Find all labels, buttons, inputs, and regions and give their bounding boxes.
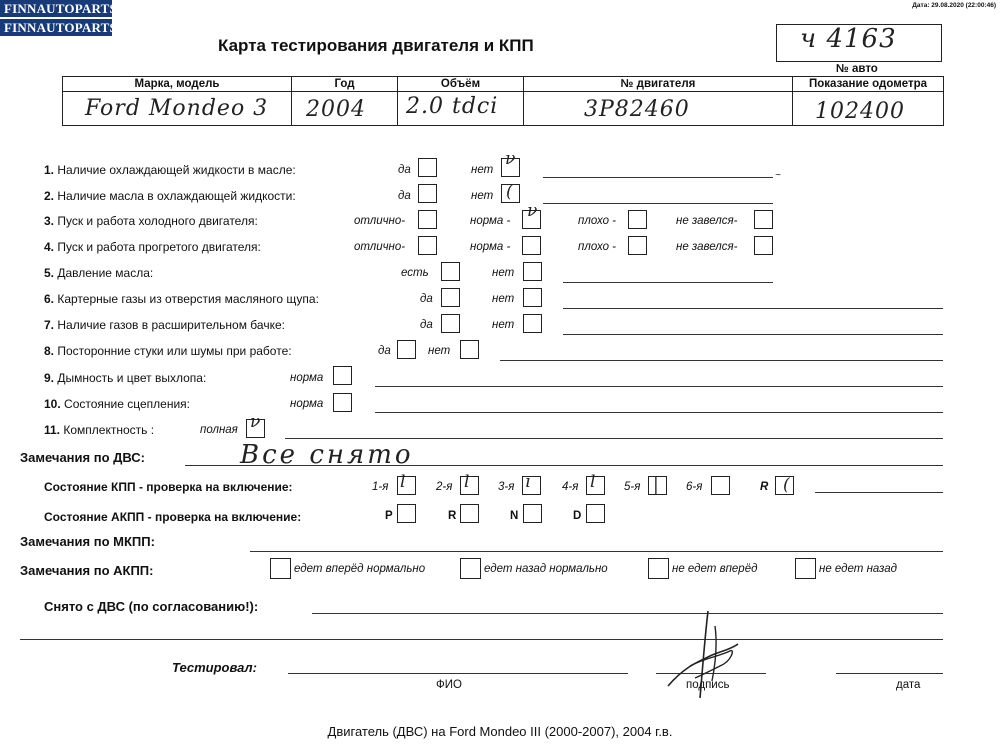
akpp-option-label: не едет вперёд: [672, 563, 758, 575]
notes-line: [543, 203, 773, 204]
handwritten-check-mark: l: [400, 472, 406, 492]
option-label: нет: [492, 319, 515, 331]
removed-line: [312, 613, 943, 614]
header-label-engine-number: № двигателя: [524, 77, 793, 92]
option-label: норма: [290, 398, 324, 410]
gear-label: 2-я: [436, 481, 453, 493]
question-number: 5.: [44, 266, 55, 280]
question-text: Наличие газов в расширительном бачке:: [57, 318, 285, 332]
print-date: Дата: 29.08.2020 (22:00:46): [912, 2, 996, 9]
checkbox-akpp-forward-ok[interactable]: [270, 558, 291, 579]
option-label: отлично-: [354, 241, 406, 253]
question-7: [44, 318, 285, 332]
gear-label: 1-я: [372, 481, 389, 493]
checkbox-gear-2[interactable]: [460, 472, 479, 495]
checkbox-q5-yes[interactable]: [441, 262, 460, 281]
akpp-option-label: едет вперёд нормально: [294, 563, 426, 575]
removed-label: Снято с ДВС (по согласованию!):: [44, 599, 259, 614]
checkbox-q1-yes[interactable]: [418, 158, 437, 177]
handwritten-check-mark: ν: [505, 149, 516, 169]
watermark-logo: FINNAUTOPARTS: [0, 0, 112, 17]
checkbox-akpp-d[interactable]: [586, 504, 605, 523]
handwritten-check-mark: (: [783, 475, 790, 495]
question-11: [44, 423, 154, 437]
akpp-position-label: D: [573, 510, 582, 522]
checkbox-q4-no-start[interactable]: [754, 236, 773, 255]
option-label: нет: [492, 293, 515, 305]
handwritten-engine-number: 3P82460: [584, 97, 690, 122]
header-label-volume: Объём: [398, 77, 524, 92]
option-label: да: [420, 293, 433, 305]
question-text: Состояние сцепления:: [64, 397, 190, 411]
remarks-line: [185, 465, 943, 466]
handwritten-remarks-dvs: Все снято: [240, 440, 414, 470]
gear-label: 3-я: [498, 481, 515, 493]
checkbox-q2-yes[interactable]: [418, 184, 437, 203]
checkbox-gear-4[interactable]: [586, 472, 605, 495]
checkbox-q8-yes[interactable]: [397, 340, 416, 359]
question-6: [44, 292, 319, 306]
question-number: 3.: [44, 214, 55, 228]
notes-line: [500, 360, 943, 361]
header-label-odometer: Показание одометра: [793, 77, 944, 92]
vehicle-header-table: [62, 76, 944, 126]
checkbox-q9-normal[interactable]: [333, 366, 352, 385]
option-label: есть: [401, 267, 429, 279]
akpp-option-label: едет назад нормально: [484, 563, 608, 575]
remarks-line: [250, 551, 943, 552]
question-number: 4.: [44, 240, 55, 254]
checkbox-q7-no[interactable]: [523, 314, 542, 333]
checkbox-gear-6[interactable]: [711, 476, 730, 495]
page-title: Карта тестирования двигателя и КПП: [218, 36, 534, 55]
checkbox-akpp-no-forward[interactable]: [648, 558, 669, 579]
tested-label: Тестировал:: [172, 660, 257, 675]
watermark-logo: FINNAUTOPARTS: [0, 19, 112, 36]
gear-label: 5-я: [624, 481, 641, 493]
car-number-handwritten: ч 4163: [800, 24, 897, 54]
handwritten-year: 2004: [306, 97, 366, 122]
notes-line: [375, 412, 943, 413]
header-value-year: [292, 92, 398, 126]
option-label: отлично-: [354, 215, 406, 227]
question-3: [44, 214, 258, 228]
checkbox-akpp-reverse-ok[interactable]: [460, 558, 481, 579]
checkbox-q5-no[interactable]: [523, 262, 542, 281]
checkbox-q4-excellent[interactable]: [418, 236, 437, 255]
option-label: норма -: [470, 215, 511, 227]
notes-line: [563, 308, 943, 309]
handwritten-volume: 2.0 tdci: [406, 94, 499, 119]
option-label: нет: [471, 190, 494, 202]
remarks-mkpp-label: Замечания по МКПП:: [20, 534, 155, 549]
checkbox-q6-yes[interactable]: [441, 288, 460, 307]
question-number: 8.: [44, 344, 55, 358]
kpp-label: Состояние КПП - проверка на включение:: [44, 480, 293, 494]
notes-line: [543, 177, 773, 178]
remarks-akpp-label: Замечания по АКПП:: [20, 563, 154, 578]
question-number: 7.: [44, 318, 55, 332]
akpp-position-label: N: [510, 510, 519, 522]
question-text: Наличие охлаждающей жидкости в масле:: [57, 163, 296, 177]
option-label: нет: [471, 164, 494, 176]
handwritten-make: Ford Mondeo 3: [85, 96, 269, 121]
question-1: [44, 163, 296, 177]
option-label: плохо -: [578, 215, 616, 227]
gear-label: 4-я: [562, 481, 579, 493]
date-line: [836, 673, 943, 674]
checkbox-akpp-r[interactable]: [460, 504, 479, 523]
akpp-position-label: R: [448, 510, 457, 522]
checkbox-q10-normal[interactable]: [333, 393, 352, 412]
notes-line: [815, 492, 943, 493]
handwritten-check-mark: ν: [250, 412, 261, 432]
handwritten-check-mark: ν: [527, 201, 538, 221]
notes-line: [563, 334, 943, 335]
date-label: дата: [896, 679, 921, 691]
question-2: [44, 189, 296, 203]
akpp-label: Состояние АКПП - проверка на включение:: [44, 510, 302, 524]
signature-label: подпись: [686, 679, 730, 691]
notes-line: [563, 282, 773, 283]
handwritten-check-mark: ı: [525, 472, 531, 492]
checkbox-q4-normal[interactable]: [522, 236, 541, 255]
question-text: Картерные газы из отверстия масляного щупа:: [57, 292, 319, 306]
checkbox-q6-no[interactable]: [523, 288, 542, 307]
fio-line: [288, 673, 628, 674]
option-label: нет: [492, 267, 515, 279]
question-text: Пуск и работа холодного двигателя:: [57, 214, 258, 228]
option-label: норма: [290, 372, 324, 384]
option-label: да: [398, 190, 411, 202]
question-10: [44, 397, 190, 411]
option-label: полная: [200, 424, 238, 436]
question-text: Давление масла:: [57, 266, 154, 280]
question-9: [44, 371, 206, 385]
checkbox-akpp-p[interactable]: [397, 504, 416, 523]
stray-pen-mark: ~: [775, 170, 781, 181]
header-value-odometer: [793, 92, 944, 126]
header-label-year: Год: [292, 77, 398, 92]
option-label: да: [420, 319, 433, 331]
akpp-position-label: P: [385, 510, 393, 522]
removed-line-2: [20, 639, 943, 640]
option-label: не завелся-: [676, 215, 738, 227]
question-number: 9.: [44, 371, 55, 385]
option-label: нет: [428, 345, 451, 357]
gear-label: R: [760, 481, 769, 493]
handwritten-check-mark: |: [653, 475, 659, 495]
question-number: 2.: [44, 189, 55, 203]
notes-line: [375, 386, 943, 387]
checkbox-q3-excellent[interactable]: [418, 210, 437, 229]
header-label-make: Марка, модель: [63, 77, 292, 92]
handwritten-signature: [660, 606, 750, 702]
handwritten-check-mark: (: [506, 182, 513, 202]
header-value-make: [63, 92, 292, 126]
option-label: норма -: [470, 241, 511, 253]
option-label: плохо -: [578, 241, 616, 253]
akpp-option-label: не едет назад: [819, 563, 898, 575]
question-number: 10.: [44, 397, 61, 411]
question-5: [44, 266, 153, 280]
checkbox-q7-yes[interactable]: [441, 314, 460, 333]
question-text: Дымность и цвет выхлопа:: [57, 371, 207, 385]
question-4: [44, 240, 261, 254]
question-text: Посторонние стуки или шумы при работе:: [57, 344, 292, 358]
car-number-label: № авто: [836, 63, 878, 75]
checkbox-akpp-no-reverse[interactable]: [795, 558, 816, 579]
header-value-volume: [398, 92, 524, 126]
handwritten-check-mark: l: [464, 472, 470, 492]
question-text: Пуск и работа прогретого двигателя:: [57, 240, 261, 254]
fio-label: ФИО: [436, 679, 462, 691]
handwritten-odometer: 102400: [815, 99, 905, 124]
checkbox-q3-no-start[interactable]: [754, 210, 773, 229]
question-number: 11.: [44, 423, 61, 437]
gear-label: 6-я: [686, 481, 703, 493]
option-label: да: [398, 164, 411, 176]
option-label: не завелся-: [676, 241, 738, 253]
header-value-engine-number: [524, 92, 793, 126]
checkbox-q8-no[interactable]: [460, 340, 479, 359]
checkbox-akpp-n[interactable]: [523, 504, 542, 523]
question-number: 1.: [44, 163, 55, 177]
checkbox-q4-bad[interactable]: [628, 236, 647, 255]
question-number: 6.: [44, 292, 55, 306]
checkbox-q3-bad[interactable]: [628, 210, 647, 229]
remarks-dvs-label: Замечания по ДВС:: [20, 450, 145, 465]
question-text: Комплектность :: [63, 423, 155, 437]
question-8: [44, 344, 292, 358]
question-text: Наличие масла в охлаждающей жидкости:: [57, 189, 296, 203]
handwritten-check-mark: l: [590, 472, 596, 492]
image-caption: Двигатель (ДВС) на Ford Mondeo III (2000-2007), 2004 г.в.: [327, 724, 673, 739]
notes-line: [285, 438, 943, 439]
option-label: да: [378, 345, 391, 357]
